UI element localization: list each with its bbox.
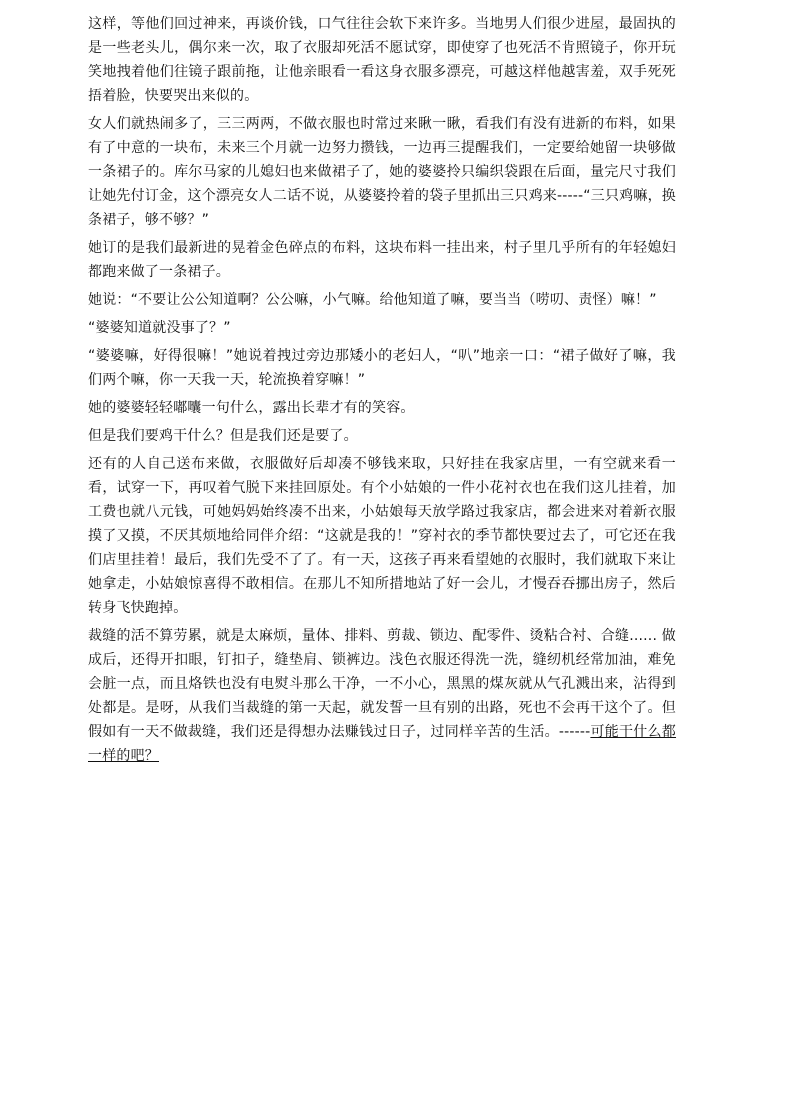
paragraph: “婆婆嘛，好得很嘛！”她说着拽过旁边那矮小的老妇人，“叭”地亲一口：“裙子做好了嘛，我们两个嘛，你一天我一天，轮流换着穿嘛！” [88,348,676,388]
body-text [88,12,676,768]
paragraph: 还有的人自己送布来做，衣服做好后却凑不够钱来取，只好挂在我家店里，一有空就来看一看，试穿一下，再叹着气脱下来挂回原处。有个小姑娘的一件小花衬衣也在我们这儿挂着，加工费也就八元钱，可她妈妈始终凑不出来，小姑娘每天放学路过我家店，都会进来对着新衣服摸了又摸，不厌其烦地给同伴介绍：“这就是我的！”穿衬衣的季节都快要过去了，可它还在我们店里挂着！最后，我们先受不了了。有一天，这孩子再来看望她的衣服时，我们就取下来让她拿走，小姑娘惊喜得不敢相信。在那儿不知所措地站了好一会儿，才慢吞吞挪出房子，然后转身飞快跑掉。 [88,456,676,616]
paragraph: 但是我们要鸡干什么？但是我们还是要了。 [88,428,358,444]
paragraph: “婆婆知道就没事了？” [88,320,231,336]
paragraph: 女人们就热闹多了，三三两两，不做衣服也时常过来瞅一瞅，看我们有没有进新的布料，如果有了中意的一块布，未来三个月就一边努力攒钱，一边再三提醒我们，一定要给她留一块够做一条裙子的。库尔马家的儿媳妇也来做裙子了，她的婆婆拎只编织袋跟在后面，量完尺寸我们让她先付订金，这个漂亮女人二话不说，从婆婆拎着的袋子里抓出三只鸡来-----“三只鸡嘛，换条裙子，够不够？” [88,116,676,228]
underlined-question: 可能干什么都一样的吧？ [88,724,677,764]
paragraph: 她说：“不要让公公知道啊？公公嘛，小气嘛。给他知道了嘛，要当当（唠叨、责怪）嘛！” [88,292,657,308]
paragraph: 她订的是我们最新进的晃着金色碎点的布料，这块布料一挂出来，村子里几乎所有的年轻媳妇都跑来做了一条裙子。 [88,240,676,280]
paragraph: 她的婆婆轻轻嘟囔一句什么，露出长辈才有的笑容。 [88,400,415,416]
paragraph: 这样，等他们回过神来，再谈价钱，口气往往会软下来许多。当地男人们很少进屋，最固执的是一些老头儿，偶尔来一次，取了衣服却死活不愿试穿，即使穿了也死活不肯照镜子，你开玩笑地拽着他们往镜子跟前拖，让他亲眼看一看这身衣服多漂亮，可越这样他越害羞，双手死死捂着脸，快要哭出来似的。 [88,16,676,104]
paragraph-text: 裁缝的活不算劳累，就是太麻烦，量体、排料、剪裁、锁边、配零件、烫粘合衬、合缝...... 做成后，还得开扣眼，钉扣子，缝垫肩、锁裤边。浅色衣服还得洗一洗，缝纫机经常加油，难免会脏一点，而且烙铁也没有电熨斗那么干净，一不小心，黑黑的煤灰就从气孔溅出来，沾得到处都是。是呀，从我们当裁缝的第一天起，就发誓一旦有别的出路，死也不会再干这个了。但假如有一天不做裁缝，我们还是得想办法赚钱过日子，过同样辛苦的生活。------ [88,628,676,740]
paragraph-last [88,624,676,768]
